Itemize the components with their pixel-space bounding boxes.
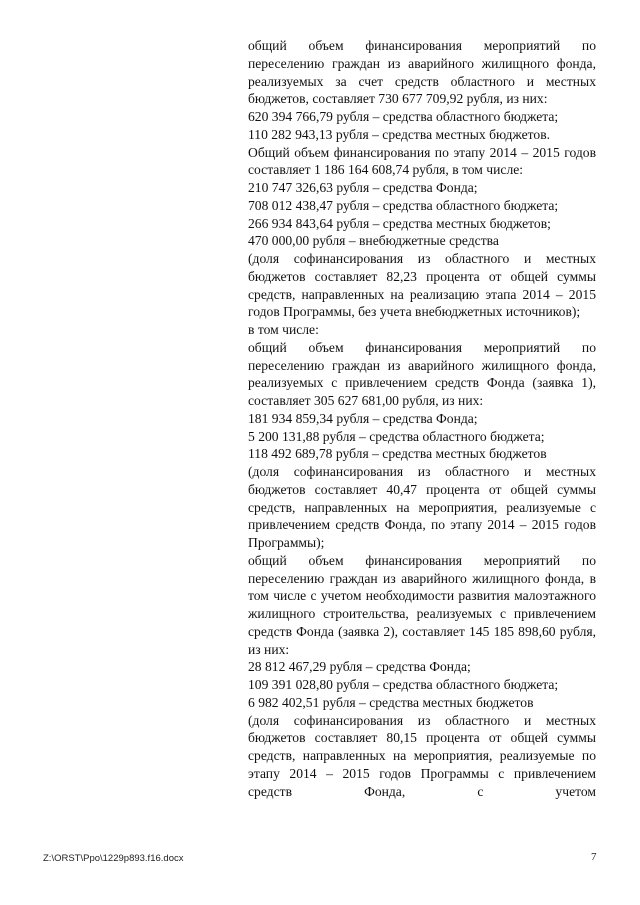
footer-file-path: Z:\ORST\Ppo\1229p893.f16.docx (43, 853, 184, 864)
paragraph: 28 812 467,29 рубля – средства Фонда; (248, 659, 471, 675)
paragraph: 110 282 943,13 рубля – средства местных бюджетов. (248, 126, 551, 142)
page-number: 7 (591, 851, 597, 863)
paragraph: Общий объем финансирования по этапу 2014 – 2015 годов составляет 1 186 164 608,74 рубля, в том числе: (248, 144, 596, 178)
paragraph: 266 934 843,64 рубля – средства местных бюджетов; (248, 215, 551, 231)
paragraph: 109 391 028,80 рубля – средства областного бюджета; (248, 677, 559, 692)
paragraph: общий объем финансирования мероприятий по переселению граждан из аварийного жилищного фонда, реализуемых с привлечением средств Фонда (заявка 1), составляет 305 627 681,00 рубля, из них: (248, 339, 596, 408)
paragraph: 118 492 689,78 рубля – средства местных бюджетов (248, 446, 547, 462)
body-text (248, 37, 596, 800)
paragraph: 210 747 326,63 рубля – средства Фонда; (248, 180, 478, 195)
paragraph: 5 200 131,88 рубля – средства областного бюджета; (248, 428, 545, 444)
paragraph: (доля софинансирования из областного и местных бюджетов составляет 80,15 процента от общей суммы средств, направленных на мероприятия, реализуемые по этапу 2014 – 2015 годов Программы с привлечением средств Фонда, с учетом (248, 712, 596, 799)
paragraph: общий объем финансирования мероприятий по переселению граждан из аварийного жилищного фонда, в том числе с учетом необходимости развития малоэтажного жилищного строительства, реализуемых с привлечением средств Фонда (заявка 2), составляет 145 185 898,60 рубля, из них: (248, 552, 596, 657)
paragraph: 6 982 402,51 рубля – средства местных бюджетов (248, 694, 534, 710)
paragraph: 181 934 859,34 рубля – средства Фонда; (248, 410, 478, 426)
paragraph: 620 394 766,79 рубля – средства областного бюджета; (248, 109, 559, 124)
paragraph: 708 012 438,47 рубля – средства областного бюджета; (248, 197, 559, 213)
paragraph: в том числе: (248, 322, 319, 337)
paragraph: (доля софинансирования из областного и местных бюджетов составляет 82,23 процента от общей суммы средств, направленных на реализацию этапа 2014 – 2015 годов Программы, без учета внебюджетных источников); (248, 251, 596, 320)
paragraph: 470 000,00 рубля – внебюджетные средства (248, 233, 499, 249)
paragraph: общий объем финансирования мероприятий по переселению граждан из аварийного жилищного фонда, реализуемых за счет средств областного и местных бюджетов, составляет 730 677 709,92 рубля, из них: (248, 38, 596, 107)
paragraph: (доля софинансирования из областного и местных бюджетов составляет 40,47 процента от общей суммы средств, направленных на мероприятия, реализуемые с привлечением средств Фонда, по этапу 2014 – 2015 годов Программы); (248, 464, 596, 550)
